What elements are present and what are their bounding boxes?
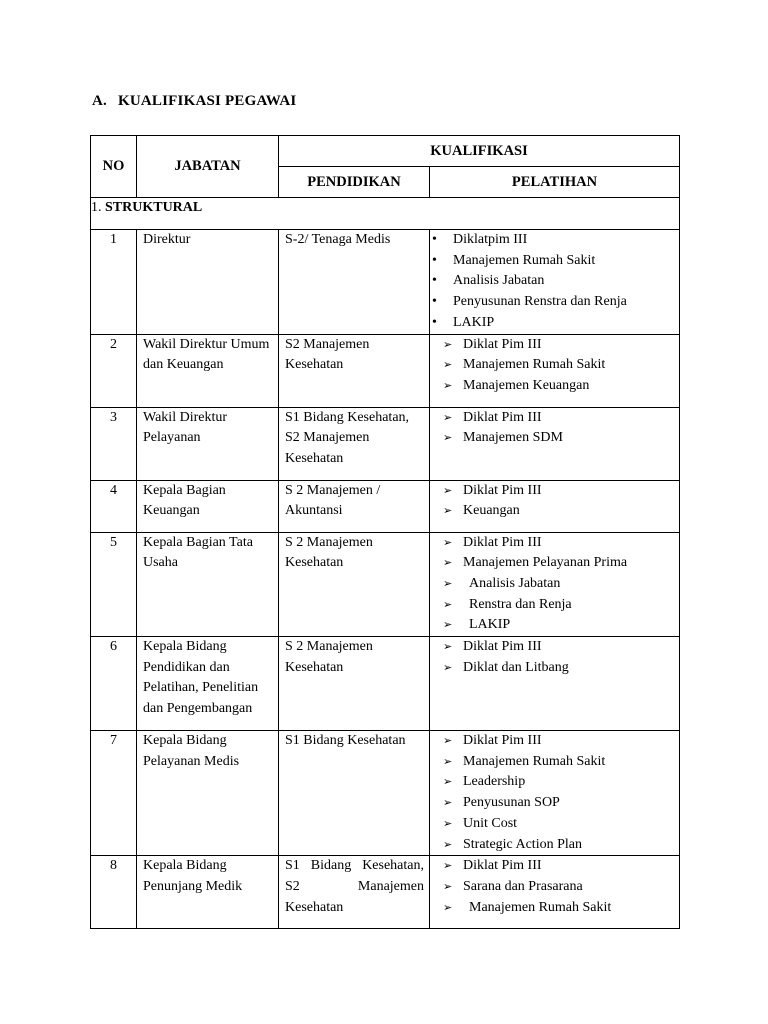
list-item (430, 292, 679, 313)
pelatihan-item-text: Analisis Jabatan (469, 575, 561, 591)
list-item (430, 481, 679, 502)
cell-pendidikan: S-2/ Tenaga Medis (279, 230, 430, 335)
list-item (430, 793, 679, 814)
pelatihan-item-text: Diklat Pim III (463, 858, 542, 874)
pelatihan-list (430, 637, 679, 678)
pelatihan-list (430, 230, 679, 334)
pelatihan-item-text: Strategic Action Plan (463, 836, 582, 852)
list-item (430, 376, 679, 397)
section-number: 1. (91, 200, 102, 215)
list-item (430, 835, 679, 856)
cell-pendidikan: S 2 Manajemen Kesehatan (279, 532, 430, 637)
cell-jabatan: Kepala Bidang Pelayanan Medis (137, 731, 279, 856)
arrow-bullet-icon: ➢ (443, 837, 453, 851)
header-pelatihan: PELATIHAN (430, 167, 680, 198)
arrow-bullet-icon: ➢ (443, 754, 453, 768)
header-jabatan: JABATAN (137, 136, 279, 198)
arrow-bullet-icon: ➢ (443, 775, 453, 789)
cell-no: 1 (91, 230, 137, 335)
cell-pelatihan (430, 637, 680, 731)
table-row (91, 334, 680, 407)
cell-no: 2 (91, 334, 137, 407)
cell-pendidikan: S1 Bidang Kesehatan, S2 Manajemen Kesehatan (279, 407, 430, 480)
pelatihan-item-text: Renstra dan Renja (469, 596, 572, 612)
list-item (430, 251, 679, 272)
table-row (91, 230, 680, 335)
pelatihan-item-text: Diklat Pim III (463, 534, 542, 550)
list-item (430, 898, 679, 919)
cell-jabatan: Kepala Bidang Pendidikan dan Pelatihan, Penelitian dan Pengembangan (137, 637, 279, 731)
pelatihan-item-text: Manajemen SDM (463, 430, 563, 446)
list-item (430, 772, 679, 793)
arrow-bullet-icon: ➢ (443, 640, 453, 654)
pelatihan-item-text: Manajemen Keuangan (463, 377, 590, 393)
arrow-bullet-icon: ➢ (443, 879, 453, 893)
cell-pelatihan (430, 856, 680, 929)
pelatihan-item-text: Unit Cost (463, 815, 518, 831)
cell-jabatan: Direktur (137, 230, 279, 335)
cell-jabatan: Kepala Bagian Tata Usaha (137, 532, 279, 637)
header-pendidikan: PENDIDIKAN (279, 167, 430, 198)
cell-pelatihan (430, 230, 680, 335)
table-row (91, 480, 680, 532)
cell-pelatihan (430, 334, 680, 407)
list-item (430, 814, 679, 835)
header-no: NO (91, 136, 137, 198)
cell-jabatan: Kepala Bidang Penunjang Medik (137, 856, 279, 929)
pelatihan-item-text: Keuangan (463, 503, 520, 519)
cell-no: 4 (91, 480, 137, 532)
bullet-dot-icon: • (432, 232, 437, 247)
pelatihan-item-text: Diklat Pim III (463, 482, 542, 498)
list-item (430, 428, 679, 449)
list-item (430, 615, 679, 636)
arrow-bullet-icon: ➢ (443, 483, 453, 497)
cell-pendidikan: S1 Bidang Kesehatan (279, 731, 430, 856)
pelatihan-item-text: Manajemen Rumah Sakit (463, 357, 606, 373)
table-row (91, 532, 680, 637)
cell-pendidikan: S1 Bidang Kesehatan, S2 Manajemen Kesehatan (279, 856, 430, 929)
list-item (430, 731, 679, 752)
list-item (430, 355, 679, 376)
pelatihan-item-text: Manajemen Rumah Sakit (463, 753, 606, 769)
arrow-bullet-icon: ➢ (443, 535, 453, 549)
list-item (430, 574, 679, 595)
arrow-bullet-icon: ➢ (443, 410, 453, 424)
cell-jabatan: Wakil Direktur Umum dan Keuangan (137, 334, 279, 407)
list-item (430, 313, 679, 334)
pelatihan-item-text: Analisis Jabatan (453, 273, 545, 289)
pelatihan-item-text: LAKIP (453, 314, 495, 330)
table-row (91, 731, 680, 856)
pelatihan-item-text: Diklatpim III (453, 232, 528, 247)
arrow-bullet-icon: ➢ (443, 796, 453, 810)
arrow-bullet-icon: ➢ (443, 358, 453, 372)
arrow-bullet-icon: ➢ (443, 337, 453, 351)
list-item (430, 533, 679, 554)
qualification-table (90, 135, 680, 929)
pelatihan-item-text: Diklat dan Litbang (463, 659, 569, 675)
cell-no: 6 (91, 637, 137, 731)
cell-no: 8 (91, 856, 137, 929)
list-item (430, 271, 679, 292)
cell-no: 3 (91, 407, 137, 480)
arrow-bullet-icon: ➢ (443, 816, 453, 830)
list-item (430, 877, 679, 898)
bullet-dot-icon: • (432, 294, 437, 310)
cell-pendidikan: S2 Manajemen Kesehatan (279, 334, 430, 407)
pelatihan-list (430, 481, 679, 522)
pelatihan-item-text: Manajemen Pelayanan Prima (463, 555, 628, 571)
cell-jabatan: Kepala Bagian Keuangan (137, 480, 279, 532)
cell-pelatihan (430, 480, 680, 532)
cell-pendidikan: S 2 Manajemen Kesehatan (279, 637, 430, 731)
arrow-bullet-icon: ➢ (443, 576, 453, 590)
list-item (430, 408, 679, 429)
section-heading (92, 93, 296, 110)
pelatihan-item-text: Diklat Pim III (463, 336, 542, 352)
pelatihan-item-text: Penyusunan Renstra dan Renja (453, 294, 627, 310)
pelatihan-list (430, 335, 679, 397)
pelatihan-item-text: Manajemen Rumah Sakit (453, 252, 596, 268)
section-heading-title: KUALIFIKASI PEGAWAI (118, 93, 297, 109)
cell-jabatan: Wakil Direktur Pelayanan (137, 407, 279, 480)
pelatihan-item-text: Leadership (463, 774, 526, 790)
arrow-bullet-icon: ➢ (443, 597, 453, 611)
pelatihan-item-text: Diklat Pim III (463, 639, 542, 655)
bullet-dot-icon: • (432, 273, 437, 289)
pelatihan-item-text: Diklat Pim III (463, 733, 542, 749)
pelatihan-item-text: Manajemen Rumah Sakit (469, 899, 612, 915)
list-item (430, 752, 679, 773)
list-item (430, 230, 679, 251)
arrow-bullet-icon: ➢ (443, 734, 453, 748)
list-item (430, 501, 679, 522)
list-item (430, 595, 679, 616)
section-label: STRUKTURAL (105, 200, 203, 215)
list-item (430, 553, 679, 574)
cell-pelatihan (430, 532, 680, 637)
arrow-bullet-icon: ➢ (443, 859, 453, 873)
arrow-bullet-icon: ➢ (443, 504, 453, 518)
bullet-dot-icon: • (432, 314, 437, 330)
arrow-bullet-icon: ➢ (443, 900, 453, 914)
list-item (430, 658, 679, 679)
table-row (91, 407, 680, 480)
cell-pelatihan (430, 731, 680, 856)
pelatihan-list (430, 731, 679, 855)
arrow-bullet-icon: ➢ (443, 378, 453, 392)
list-item (430, 856, 679, 877)
cell-no: 5 (91, 532, 137, 637)
pelatihan-list (430, 408, 679, 449)
table-row (91, 856, 680, 929)
list-item (430, 637, 679, 658)
pelatihan-list (430, 856, 679, 918)
cell-pendidikan: S 2 Manajemen / Akuntansi (279, 480, 430, 532)
cell-no: 7 (91, 731, 137, 856)
section-row (91, 198, 680, 230)
arrow-bullet-icon: ➢ (443, 660, 453, 674)
list-item (430, 335, 679, 356)
pelatihan-item-text: Penyusunan SOP (463, 795, 560, 811)
cell-pelatihan (430, 407, 680, 480)
pelatihan-item-text: Sarana dan Prasarana (463, 878, 583, 894)
section-heading-number: A. (92, 93, 107, 109)
table-row (91, 637, 680, 731)
pelatihan-item-text: Diklat Pim III (463, 409, 542, 425)
arrow-bullet-icon: ➢ (443, 618, 453, 632)
arrow-bullet-icon: ➢ (443, 431, 453, 445)
bullet-dot-icon: • (432, 252, 437, 268)
header-kualifikasi: KUALIFIKASI (279, 136, 680, 167)
pelatihan-item-text: LAKIP (469, 617, 511, 633)
pelatihan-list (430, 533, 679, 637)
arrow-bullet-icon: ➢ (443, 556, 453, 570)
